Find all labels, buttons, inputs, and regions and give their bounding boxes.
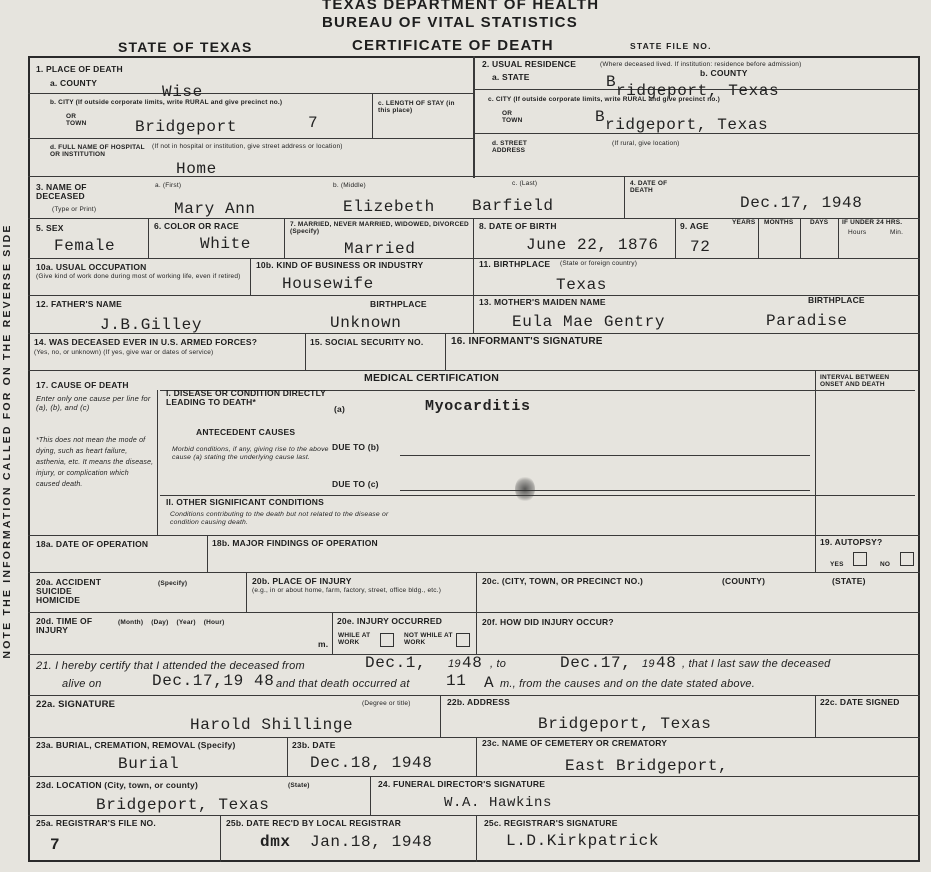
date-recd-prefix: dmx [260,833,291,851]
registrar-sig-label: 25c. REGISTRAR'S SIGNATURE [484,818,618,828]
state-heading: STATE OF TEXAS [118,39,253,55]
birthplace-note: (State or foreign country) [560,260,638,267]
dob-label: 8. DATE OF BIRTH [479,221,557,231]
business-value: Housewife [282,275,374,293]
location-state-label: (State) [288,782,310,789]
registrar-file-value: 7 [50,836,61,854]
registrar-value: L.D.Kirkpatrick [506,832,660,850]
occupation-label: 10a. USUAL OCCUPATION [36,262,147,272]
residence-county-value: ridgeport, Texas [616,82,780,100]
certify-19-b: 19 [642,658,655,670]
first-name-value: Mary Ann [174,200,256,218]
attended-to-year: 48 [656,654,677,672]
bureau-heading: BUREAU OF VITAL STATISTICS [322,14,578,31]
degree-label: (Degree or title) [362,700,411,707]
time-of-death-value: 11 [446,672,467,690]
certify-last-saw: , that I last saw the deceased [682,658,831,670]
operation-date-label: 18a. DATE OF OPERATION [36,539,149,549]
date-recd-label: 25b. DATE REC'D BY LOCAL REGISTRAR [226,818,402,828]
hospital-note: (If not in hospital or institution, give street address or location) [152,143,343,150]
alive-on-label: alive on [62,678,102,690]
injury-county-label: (COUNTY) [722,576,766,586]
age-min-label: Min. [890,229,904,236]
physician-value: Harold Shillinge [190,716,354,734]
due-c-label: DUE TO (c) [332,479,379,489]
usual-residence-note: (Where deceased lived. If institution: residence before admission) [600,61,802,68]
place-injury-note: (e.g., in or about home, farm, factory, street, office bldg., etc.) [252,587,442,594]
age-months-label: MONTHS [764,219,794,226]
father-value: J.B.Gilley [100,316,203,334]
father-birthplace-value: Unknown [330,314,402,332]
injury-city-label: 20c. (CITY, TOWN, OR PRECINCT NO.) [482,576,644,586]
time-injury-label: 20d. TIME OF INJURY [36,616,93,635]
signature-label: 22a. SIGNATURE [36,699,116,710]
ink-smudge [515,476,535,502]
usual-residence-label: 2. USUAL RESIDENCE [482,59,577,69]
injury-occurred-label: 20e. INJURY OCCURRED [337,616,443,626]
business-label: 10b. KIND OF BUSINESS OR INDUSTRY [256,260,424,270]
residence-state-value: B [606,73,617,91]
city-label: b. CITY (If outside corporate limits, write RURAL and give precinct no.) [50,99,283,106]
location-value: Bridgeport, Texas [96,796,270,814]
age-years-label: YEARS [732,219,756,226]
location-label: 23d. LOCATION (City, town, or county) [36,780,198,790]
address-label: 22b. ADDRESS [447,697,511,707]
antecedent-label: ANTECEDENT CAUSES [196,427,296,437]
cause-a-value: Myocarditis [425,398,531,415]
cause-note-1: Enter only one cause per line for (a), (b), and (c) [36,394,151,412]
time-columns-label: (Month) (Day) (Year) (Hour) [118,619,225,626]
autopsy-no-label: NO [880,561,891,568]
precinct-value: 7 [308,114,319,132]
death-occurred-label: and that death occurred at [276,678,410,690]
marital-value: Married [344,240,416,258]
accident-label: 20a. ACCIDENT SUICIDE HOMICIDE [36,577,102,605]
other-conditions-note: Conditions contributing to the death but not related to the disease or condition causing death. [170,511,389,526]
certify-to: , to [490,658,507,670]
mother-birthplace-label: BIRTHPLACE [808,295,865,305]
while-at-work-label: WHILE AT WORK [338,632,371,646]
residence-city-initial: B [595,108,606,126]
not-while-at-work-checkbox[interactable] [456,633,470,647]
hospital-value: Home [176,160,217,178]
registrar-file-label: 25a. REGISTRAR'S FILE NO. [36,818,156,828]
marital-label: 7. MARRIED, NEVER MARRIED, WIDOWED, DIVORCED (Specify) [290,221,469,235]
operation-findings-label: 18b. MAJOR FINDINGS OF OPERATION [212,538,378,548]
age-hours-label: Hours [848,229,867,236]
from-causes-label: m., from the causes and on the date stated above. [500,678,756,690]
date-of-death-label: 4. DATE OF DEATH [630,180,668,194]
autopsy-label: 19. AUTOPSY? [820,537,883,547]
cemetery-value: East Bridgeport, [565,757,729,775]
residence-city-value: ridgeport, Texas [605,116,769,134]
place-of-death-label: 1. PLACE OF DEATH [36,64,123,74]
burial-date-value: Dec.18, 1948 [310,754,433,772]
name-note: (Type or Print) [52,206,97,213]
physician-address-value: Bridgeport, Texas [538,715,712,733]
state-file-no-label: STATE FILE NO. [630,41,712,51]
certificate-title: CERTIFICATE OF DEATH [352,37,554,54]
occupation-note: (Give kind of work done during most of working life, even if retired) [36,273,241,280]
armed-forces-label: 14. WAS DECEASED EVER IN U.S. ARMED FORCES? [34,337,258,347]
cause-note-2: *This does not mean the mode of dying, such as heart failure, asthenia, etc. It means the disease, injury, or complication which caused death. [36,437,154,488]
informant-label: 16. INFORMANT'S SIGNATURE [451,336,603,347]
attended-to-value: Dec.17, [560,654,632,672]
autopsy-no-checkbox[interactable] [900,552,914,566]
autopsy-yes-checkbox[interactable] [853,552,867,566]
mother-label: 13. MOTHER'S MAIDEN NAME [479,297,606,307]
or-town-label: OR TOWN [66,113,87,127]
date-signed-label: 22c. DATE SIGNED [820,697,900,707]
side-note: NOTE THE INFORMATION CALLED FOR ON THE REVERSE SIDE [1,223,13,659]
last-label: c. (Last) [512,180,538,187]
antecedent-note: Morbid conditions, if any, giving rise to the above cause (a) stating the underlying cause last. [172,446,329,461]
county-value: Wise [162,83,203,101]
armed-forces-note: (Yes, no, or unknown) (If yes, give war or dates of service) [34,349,214,356]
medical-cert-label: MEDICAL CERTIFICATION [364,372,500,384]
accident-specify-label: (Specify) [158,580,188,587]
age-label: 9. AGE [680,221,709,231]
name-label: 3. NAME OF DECEASED [36,182,87,201]
alive-on-value: Dec.17,19 48 [152,672,275,690]
funeral-label: 24. FUNERAL DIRECTOR'S SIGNATURE [378,779,546,789]
disease-label: I. DISEASE OR CONDITION DIRECTLY LEADING TO DEATH* [166,388,326,407]
residence-county-label: b. COUNTY [700,68,748,78]
father-birthplace-label: BIRTHPLACE [370,299,427,309]
burial-date-label: 23b. DATE [292,740,336,750]
middle-name-value: Elizebeth [343,198,435,216]
first-label: a. (First) [155,182,182,189]
interval-label: INTERVAL BETWEEN ONSET AND DEATH [820,374,890,388]
certify-text: 21. I hereby certify that I attended the deceased from [36,660,305,672]
autopsy-yes-label: YES [830,561,844,568]
sex-value: Female [54,237,116,255]
place-injury-label: 20b. PLACE OF INJURY [252,576,352,586]
residence-or-town-label: OR TOWN [502,110,523,124]
part-a-label: (a) [334,404,345,414]
attended-from-year: 48 [462,654,483,672]
age-days-label: DAYS [810,219,829,226]
residence-state-label: a. STATE [492,72,530,82]
burial-label: 23a. BURIAL, CREMATION, REMOVAL (Specify) [36,740,236,750]
middle-label: b. (Middle) [333,182,366,189]
mother-value: Eula Mae Gentry [512,313,666,331]
father-label: 12. FATHER'S NAME [36,299,123,309]
color-value: White [200,235,252,253]
length-of-stay-label: c. LENGTH OF STAY (in this place) [378,100,455,114]
birthplace-value: Texas [556,276,608,294]
department-heading: TEXAS DEPARTMENT OF HEALTH [322,0,600,13]
county-label: a. COUNTY [50,78,98,88]
date-of-death-value: Dec.17, 1948 [740,194,863,212]
ssn-label: 15. SOCIAL SECURITY NO. [310,337,424,347]
age-value: 72 [690,238,711,256]
mother-birthplace-value: Paradise [766,312,848,330]
last-name-value: Barfield [472,197,554,215]
injury-state-label: (STATE) [832,576,866,586]
cemetery-label: 23c. NAME OF CEMETERY OR CREMATORY [482,738,668,748]
date-recd-value: Jan.18, 1948 [310,833,433,851]
age-under-label: IF UNDER 24 HRS. [842,219,903,226]
certify-19-a: 19 [448,658,461,670]
time-ampm-value: A [484,674,495,692]
attended-from-value: Dec.1, [365,654,427,672]
not-while-at-work-label: NOT WHILE AT WORK [404,632,453,646]
due-b-label: DUE TO (b) [332,442,380,452]
cause-label: 17. CAUSE OF DEATH [36,380,129,390]
residence-city-label: c. CITY (If outside corporate limits, write RURAL and give precinct no.) [488,96,720,103]
other-conditions-label: II. OTHER SIGNIFICANT CONDITIONS [166,497,324,507]
time-m-label: m. [318,639,329,649]
funeral-director-value: W.A. Hawkins [444,795,553,811]
birthplace-label: 11. BIRTHPLACE [479,259,551,269]
city-value: Bridgeport [135,118,238,136]
color-label: 6. COLOR OR RACE [154,221,239,231]
hospital-label: d. FULL NAME OF HOSPITAL OR INSTITUTION [50,144,145,158]
sex-label: 5. SEX [36,223,64,233]
while-at-work-checkbox[interactable] [380,633,394,647]
street-label: d. STREET ADDRESS [492,140,528,154]
how-injury-label: 20f. HOW DID INJURY OCCUR? [482,617,614,627]
burial-value: Burial [118,755,180,773]
street-note: (If rural, give location) [612,140,680,147]
dob-value: June 22, 1876 [526,236,659,254]
